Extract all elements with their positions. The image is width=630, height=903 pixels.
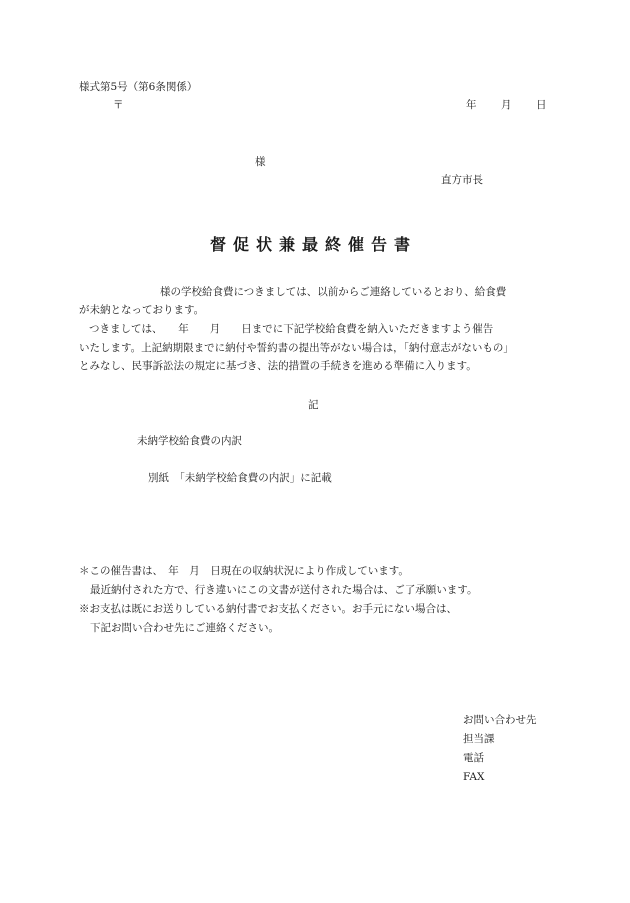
note-line-4: 下記お問い合わせ先にご連絡ください。: [90, 622, 279, 634]
note-line-1: ＊この催告書は、 年 月 日現在の収納状況により作成しています。: [79, 565, 409, 577]
postal-mark: 〒: [113, 99, 124, 111]
recipient-suffix: 様: [255, 156, 266, 168]
breakdown-detail: 別紙 「未納学校給食費の内訳」に記載: [148, 472, 332, 484]
ki-marker: 記: [308, 399, 319, 411]
contact-department: 担当課: [463, 733, 495, 745]
contact-fax: FAX: [463, 771, 485, 783]
note-line-2: 最近納付された方で、行き違いにこの文書が送付された場合は、ご了承願います。: [90, 584, 478, 596]
contact-heading: お問い合わせ先: [463, 714, 537, 726]
body-line-4: いたします。上記納期限までに納付や誓約書の提出等がない場合は，「納付意志がないもの」: [79, 342, 514, 354]
body-line-5: とみなし、民事訴訟法の規定に基づき、法的措置の手続きを進める準備に入ります。: [79, 360, 477, 372]
contact-phone: 電話: [463, 752, 484, 764]
body-line-3: つきましては、 年 月 日までに下記学校給食費を納入いただきますよう催告: [89, 323, 494, 335]
date-year-label: 年: [466, 99, 477, 111]
sender-name: 直方市長: [441, 174, 483, 186]
document-title: 督促状兼最終催告書: [210, 235, 418, 254]
date-month-label: 月: [501, 99, 512, 111]
form-number-label: 様式第5号（第6条関係）: [79, 81, 198, 93]
date-day-label: 日: [536, 99, 547, 111]
note-line-3: ※お支払は既にお送りしている納付書でお支払ください。お手元にない場合は、: [79, 603, 457, 615]
body-line-2: が未納となっております。: [79, 304, 205, 316]
body-line-1: 様の学校給食費につきましては、以前からご連絡しているとおり、給食費: [160, 286, 507, 298]
breakdown-heading: 未納学校給食費の内訳: [137, 435, 242, 447]
